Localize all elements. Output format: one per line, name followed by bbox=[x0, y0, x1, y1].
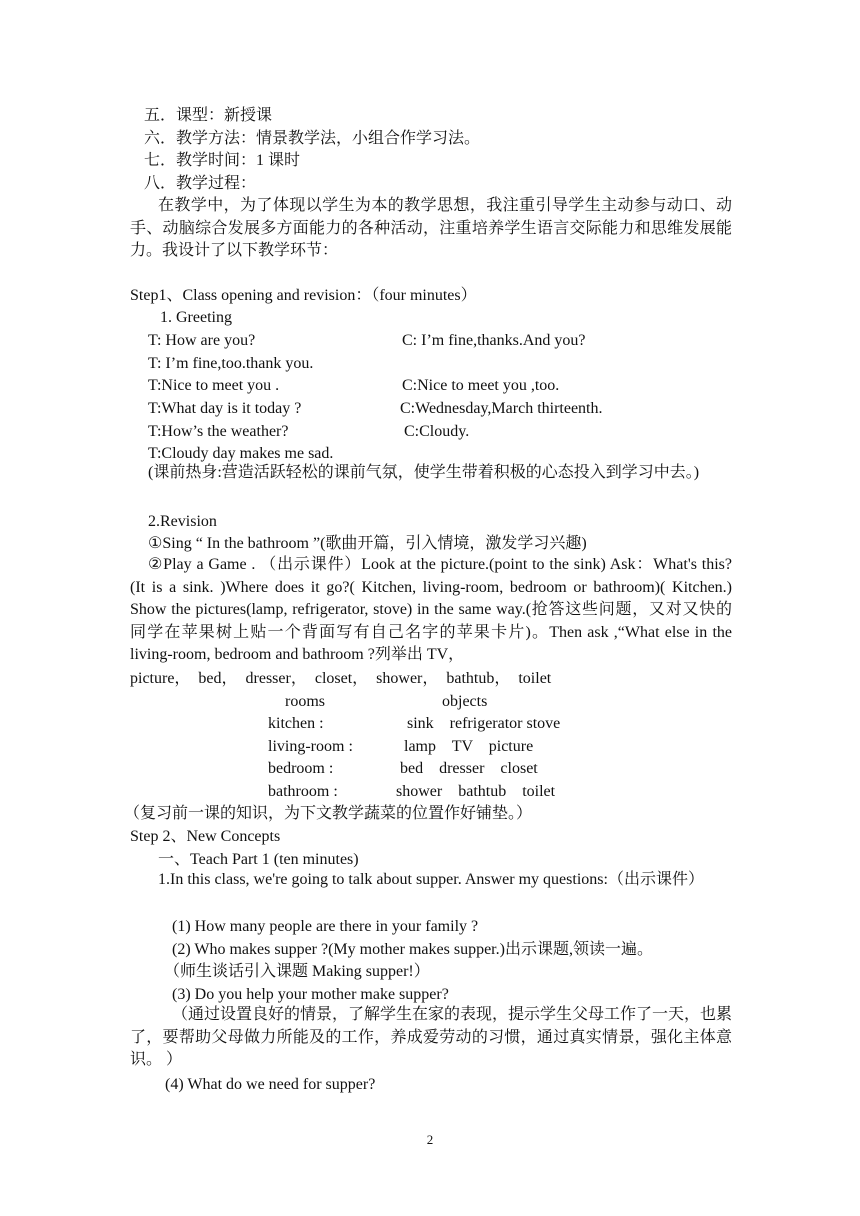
section-teaching-method: 六．教学方法：情景教学法，小组合作学习法。 bbox=[144, 130, 481, 147]
warmup-note: (课前热身:营造活跃轻松的课前气氛，使学生带着积极的心态投入到学习中去。) bbox=[148, 464, 700, 481]
game-paragraph: ②Play a Game . （出示课件）Look at the picture.(point to the sink) Ask：What's this? (It is a sink. )Where does it go?( Kitchen, living-room, bedroom or bathroom)( Kitchen.) Show the pictures(lamp, refrigerator, stove) in the same way.(抢答这些问题，又对又快的同学在苹果树上贴一个背面写有自己名字的苹果卡片)。Then ask ,“What else in the living-room, bedroom and bathroom ?列举出 TV， bbox=[130, 556, 732, 664]
section-teaching-time: 七．教学时间：1 课时 bbox=[144, 152, 301, 169]
dialogue-teacher-5: T:How’s the weather? bbox=[148, 423, 289, 440]
section-course-type: 五．课型：新授课 bbox=[144, 107, 273, 124]
table-room-bathroom: bathroom : bbox=[268, 783, 338, 800]
dialogue-teacher-4: T:What day is it today ? bbox=[148, 400, 302, 417]
review-note: （复习前一课的知识，为下文教学蔬菜的位置作好铺垫。） bbox=[124, 805, 533, 822]
section-teaching-process: 八．教学过程： bbox=[144, 175, 257, 192]
page-number: 2 bbox=[426, 1132, 434, 1147]
table-room-living-room: living-room : bbox=[268, 738, 353, 755]
questions-intro: 1.In this class, we're going to talk about supper. Answer my questions:（出示课件） bbox=[158, 871, 704, 888]
question-2: (2) Who makes supper ?(My mother makes supper.)出示课题,领读一遍。 bbox=[172, 941, 653, 958]
question-4: (4) What do we need for supper? bbox=[165, 1076, 376, 1093]
question-3: (3) Do you help your mother make supper? bbox=[172, 986, 449, 1003]
dialogue-teacher-6: T:Cloudy day makes me sad. bbox=[148, 445, 334, 462]
table-header-objects: objects bbox=[442, 693, 488, 710]
question-2-note: （师生谈话引入课题 Making supper!） bbox=[164, 963, 430, 980]
revision-title: 2.Revision bbox=[148, 513, 217, 530]
dialogue-class-5: C:Cloudy. bbox=[404, 423, 470, 440]
dialogue-class-1: C: I’m fine,thanks.And you? bbox=[402, 332, 586, 349]
table-objects-bathroom: shower bathtub toilet bbox=[396, 783, 556, 800]
step1-title: Step1、Class opening and revision：（four minutes） bbox=[130, 287, 477, 304]
table-objects-kitchen: sink refrigerator stove bbox=[407, 715, 561, 732]
table-objects-bedroom: bed dresser closet bbox=[400, 760, 538, 777]
table-objects-living-room: lamp TV picture bbox=[404, 738, 534, 755]
dialogue-class-3: C:Nice to meet you ,too. bbox=[402, 377, 560, 394]
question-1: (1) How many people are there in your family ? bbox=[172, 918, 479, 935]
table-room-kitchen: kitchen : bbox=[268, 715, 324, 732]
sing-line: ①Sing “ In the bathroom ”(歌曲开篇，引入情境，激发学习兴趣) bbox=[148, 535, 587, 552]
objects-line: picture， bed， dresser， closet， shower， bathtub， toilet bbox=[130, 670, 552, 687]
greeting-title: 1. Greeting bbox=[160, 309, 232, 326]
intro-paragraph: 在教学中，为了体现以学生为本的教学思想，我注重引导学生主动参与动口、动手、动脑综合发展多方面能力的各种活动，注重培养学生语言交际能力和思维发展能力。我设计了以下教学环节： bbox=[130, 197, 732, 260]
dialogue-teacher-2: T: I’m fine,too.thank you. bbox=[148, 355, 314, 372]
question-3-note: （通过设置良好的情景，了解学生在家的表现，提示学生父母工作了一天，也累了，要帮助父母做力所能及的工作，养成爱劳动的习惯，通过真实情景，强化主体意识。 ） bbox=[130, 1006, 733, 1069]
step2-title: Step 2、New Concepts bbox=[130, 828, 281, 845]
dialogue-class-4: C:Wednesday,March thirteenth. bbox=[400, 400, 603, 417]
dialogue-teacher-3: T:Nice to meet you . bbox=[148, 377, 280, 394]
table-room-bedroom: bedroom : bbox=[268, 760, 334, 777]
dialogue-teacher-1: T: How are you? bbox=[148, 332, 256, 349]
teach-part1-title: 一、Teach Part 1 (ten minutes) bbox=[158, 851, 359, 868]
table-header-rooms: rooms bbox=[285, 693, 325, 710]
